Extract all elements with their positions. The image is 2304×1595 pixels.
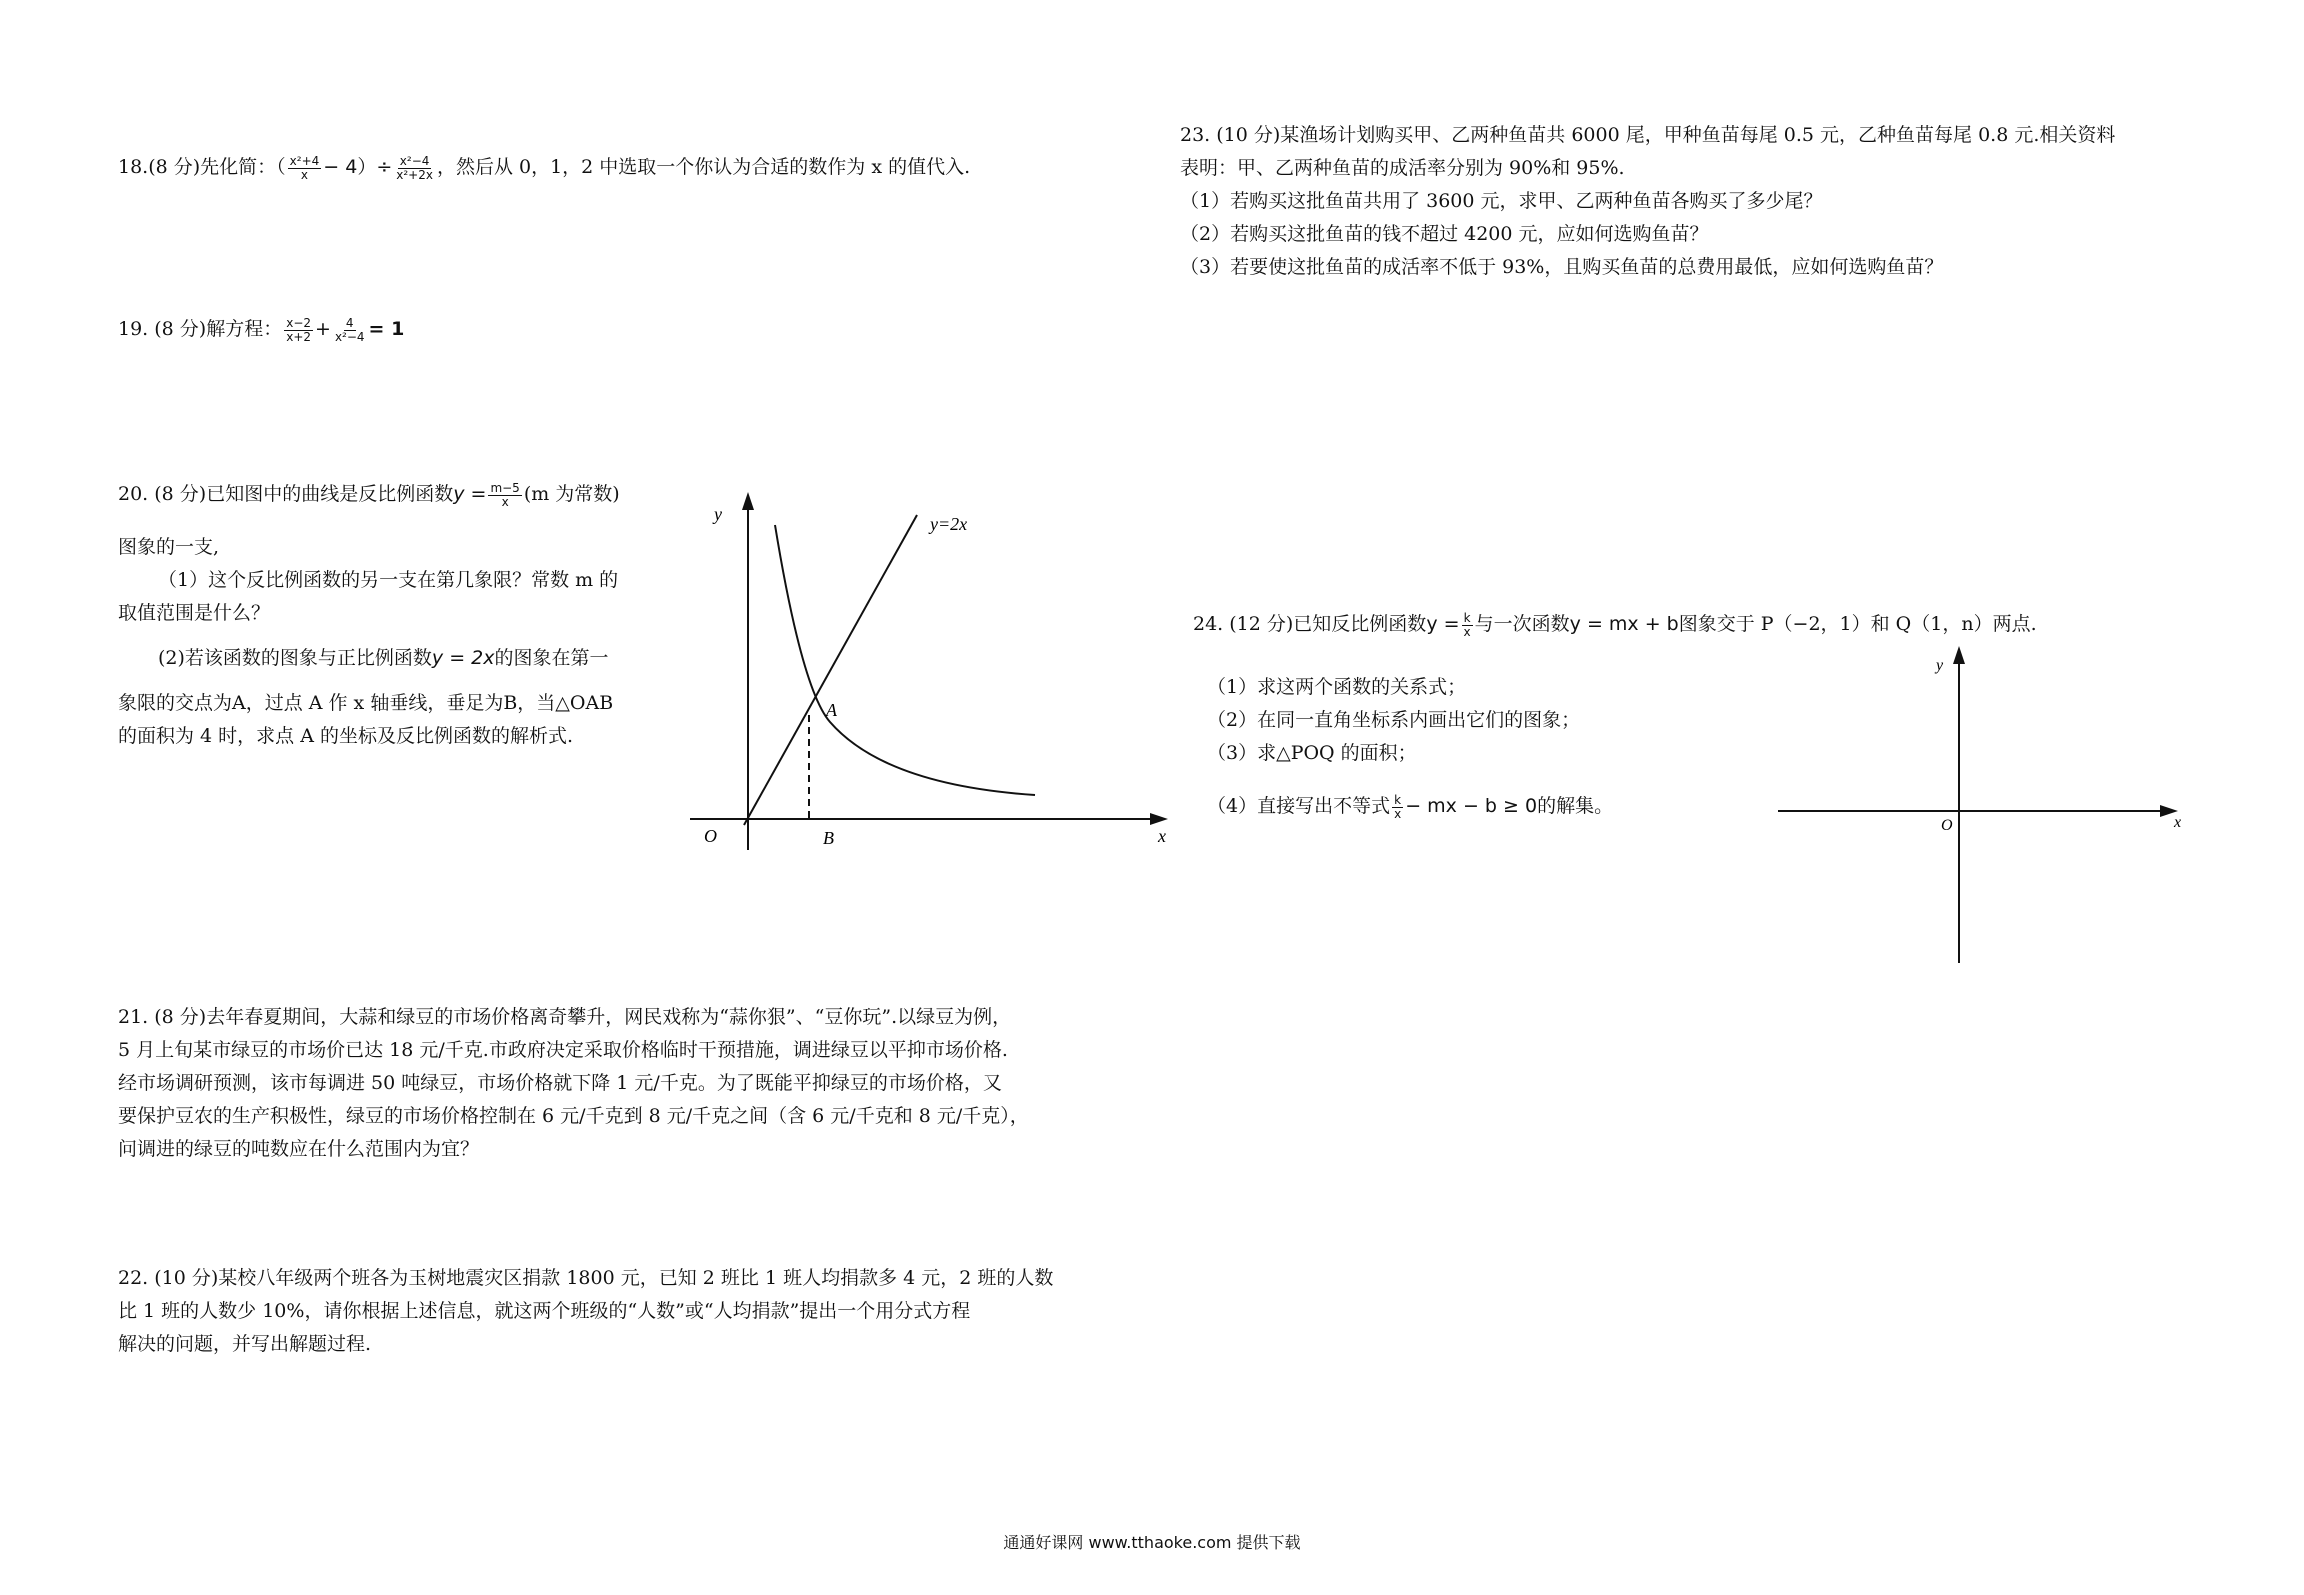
q24-prefix: 24. (12 分)已知反比例函数	[1193, 613, 1427, 635]
question-23	[1180, 119, 2115, 284]
q23-line3: （1）若购买这批鱼苗共用了 3600 元，求甲、乙两种鱼苗各购买了多少尾？	[1180, 190, 1823, 212]
q21-line5: 问调进的绿豆的吨数应在什么范围内为宜？	[118, 1138, 480, 1160]
q20-line5-suffix: 的图象在第一	[494, 647, 609, 669]
q24-y-arrow-icon	[1953, 646, 1965, 664]
q24-y-label: y	[1936, 657, 1944, 674]
q24-sub4-suffix: 的解集。	[1537, 795, 1614, 817]
q20-x-label: x	[1158, 826, 1166, 846]
question-20	[118, 478, 688, 753]
q20-line7: 的面积为 4 时，求点 A 的坐标及反比例函数的解析式.	[118, 725, 574, 747]
q23-line5: （3）若要使这批鱼苗的成活率不低于 93%，且购买鱼苗的总费用最低，应如何选购鱼苗？	[1180, 256, 1944, 278]
q24-sub3: （3）求△POQ 的面积；	[1207, 742, 1417, 764]
q20-point-b-label: B	[823, 828, 834, 848]
q20-line4: 取值范围是什么？	[118, 602, 271, 624]
q20-y: y =	[453, 483, 487, 505]
q18-suffix: ，然后从 0，1，2 中选取一个你认为合适的数作为 x 的值代入.	[436, 156, 971, 178]
q20-line5-math: y = 2x	[431, 647, 495, 669]
q20-y-arrow-icon	[742, 492, 754, 510]
q19-suffix: = 1	[368, 318, 405, 340]
q20-line6: 象限的交点为A，过点 A 作 x 轴垂线，垂足为B，当△OAB	[118, 692, 614, 714]
q23-line2: 表明：甲、乙两种鱼苗的成活率分别为 90%和 95%.	[1180, 157, 1625, 179]
q24-fraction: $\frac{k}{x}$	[1463, 610, 1471, 639]
q18-fraction-2: $\frac{\text{x²−4}}{\text{x²+2x}}$	[396, 153, 433, 182]
question-21	[118, 1001, 1029, 1166]
q24-y1: y =	[1426, 613, 1460, 635]
q23-line4: （2）若购买这批鱼苗的钱不超过 4200 元，应如何选购鱼苗？	[1180, 223, 1709, 245]
q18-mid: − 4）÷	[323, 156, 393, 178]
q23-line1: 23. (10 分)某渔场计划购买甲、乙两种鱼苗共 6000 尾，甲种鱼苗每尾 0.5 元，乙种鱼苗每尾 0.8 元.相关资料	[1180, 124, 2116, 146]
q20-fraction: $\frac{m-5}{x}$	[490, 480, 520, 509]
q20-hyperbola	[775, 525, 1035, 795]
q20-line3: （1）这个反比例函数的另一支在第几象限？常数 m 的	[158, 569, 619, 591]
q21-line2: 5 月上旬某市绿豆的市场价已达 18 元/千克.市政府决定采取价格临时干预措施，调进绿豆以平抑市场价格.	[118, 1039, 1008, 1061]
q24-sub4-prefix: （4）直接写出不等式	[1207, 795, 1391, 817]
q20-point-a-label: A	[826, 700, 837, 720]
q24-suffix: 图象交于 P（−2，1）和 Q（1，n）两点.	[1678, 613, 2037, 635]
q20-origin-label: O	[704, 826, 717, 846]
q19-fraction-1: $\frac{x-2}{x+2}$	[286, 315, 312, 344]
question-18	[118, 151, 970, 184]
q24-mid: 与一次函数	[1474, 613, 1570, 635]
q22-line1: 22. (10 分)某校八年级两个班各为玉树地震灾区捐款 1800 元，已知 2 班比 1 班人均捐款多 4 元，2 班的人数	[118, 1267, 1054, 1289]
q24-graph	[1760, 640, 2190, 970]
question-19	[118, 313, 404, 346]
q18-prefix: 18.(8 分)先化简：（	[118, 156, 286, 178]
q24-origin-label: O	[1941, 817, 1953, 834]
q24-sub4-fraction: $\frac{k}{x}$	[1394, 792, 1402, 821]
question-22	[118, 1262, 1053, 1361]
q20-line1-prefix: 20. (8 分)已知图中的曲线是反比例函数	[118, 483, 454, 505]
q20-line5-prefix: (2)若该函数的图象与正比例函数	[158, 647, 432, 669]
q24-sub4-math: − mx − b ≥ 0	[1405, 795, 1538, 817]
q19-prefix: 19. (8 分)解方程：	[118, 318, 283, 340]
q22-line2: 比 1 班的人数少 10%，请你根据上述信息，就这两个班级的“人数”或“人均捐款”提出一个用分式方程	[118, 1300, 971, 1322]
q22-line3: 解决的问题，并写出解题过程.	[118, 1333, 372, 1355]
q24-y2: y = mx + b	[1569, 613, 1679, 635]
q21-line1: 21. (8 分)去年春夏期间，大蒜和绿豆的市场价格离奇攀升，网民戏称为“蒜你狠”、“豆你玩”.以绿豆为例，	[118, 1006, 1012, 1028]
q20-line-y2x	[744, 515, 917, 825]
q20-line1-suffix: (m 为常数)	[523, 483, 620, 505]
q24-x-label: x	[2174, 814, 2182, 831]
q24-sub2: （2）在同一直角坐标系内画出它们的图象；	[1207, 709, 1581, 731]
q20-line2: 图象的一支,	[118, 536, 220, 558]
footer-source: 通通好课网 www.tthaoke.com 提供下载	[1003, 1533, 1301, 1552]
q20-x-arrow-icon	[1150, 813, 1168, 825]
q21-line3: 经市场调研预测，该市每调进 50 吨绿豆，市场价格就下降 1 元/千克。为了既能平抑绿豆的市场价格，又	[118, 1072, 1002, 1094]
q24-sub1: （1）求这两个函数的关系式；	[1207, 676, 1467, 698]
q18-fraction-1: $\frac{\text{x²+4}}{x}$	[289, 153, 320, 182]
q19-fraction-2: $\frac{4}{\text{x²−4}}$	[334, 315, 365, 344]
q21-line4: 要保护豆农的生产积极性，绿豆的市场价格控制在 6 元/千克到 8 元/千克之间（含 6 元/千克和 8 元/千克），	[118, 1105, 1029, 1127]
q19-plus: +	[315, 318, 331, 340]
q20-y-label: y	[714, 504, 722, 524]
q20-line-label: y=2x	[930, 514, 968, 534]
q20-graph	[690, 490, 1180, 860]
